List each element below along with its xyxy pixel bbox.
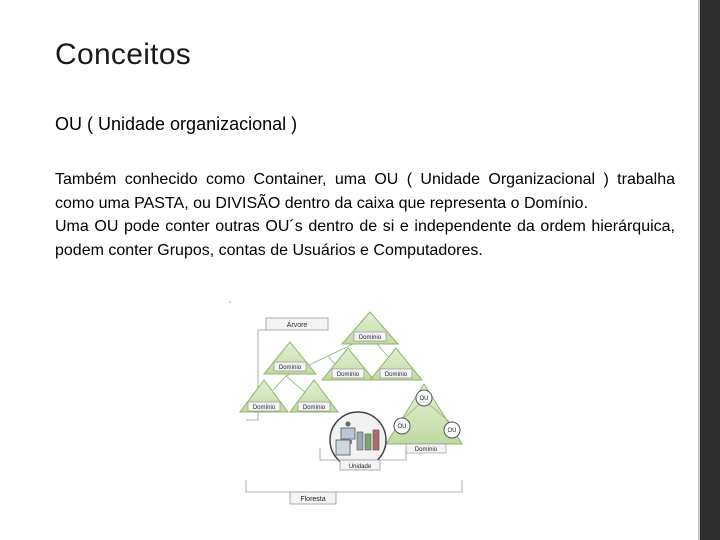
forest-label: Floresta (300, 496, 326, 503)
domain-label: Domínio (278, 365, 302, 371)
slide-title: Conceitos (55, 38, 192, 71)
slide-subtitle: OU ( Unidade organizacional ) (55, 114, 298, 134)
ou-label: OU (447, 428, 457, 434)
domain-level3-left (240, 380, 288, 412)
domain-label: Domínio (358, 335, 382, 341)
domain-level2-right (370, 348, 422, 380)
unit-label: Unidade (348, 464, 372, 470)
domain-level2-left (264, 342, 316, 374)
domain-label: Domínio (302, 405, 326, 411)
body-paragraph-1: Também conhecido como Container, uma OU ( Unidade Organizacional ) trabalha como uma PASTA, ou DIVISÃO dentro da caixa que representa o Domínio. (55, 171, 675, 212)
domain-label: Domínio (384, 372, 408, 378)
ou-label: OU (419, 396, 429, 402)
ou-label: OU (397, 424, 407, 430)
tree-label: Árvore (286, 322, 308, 329)
domain-label: Domínio (252, 405, 276, 411)
body-paragraph-2: Uma OU pode conter outras OU´s dentro de si e independente da ordem hierárquica, podem conter Grupos, contas de Usuários e Computadores. (55, 218, 675, 259)
domain-level2-middle (322, 348, 374, 380)
slide-body (55, 168, 675, 262)
domain-label: Domínio (414, 447, 438, 453)
right-edge-bar (700, 0, 720, 540)
domain-root (342, 312, 398, 344)
ad-hierarchy-diagram (228, 300, 468, 510)
ou-domain-triangle (386, 384, 462, 453)
domain-level3-middle (290, 380, 338, 412)
domain-label: Domínio (336, 372, 360, 378)
